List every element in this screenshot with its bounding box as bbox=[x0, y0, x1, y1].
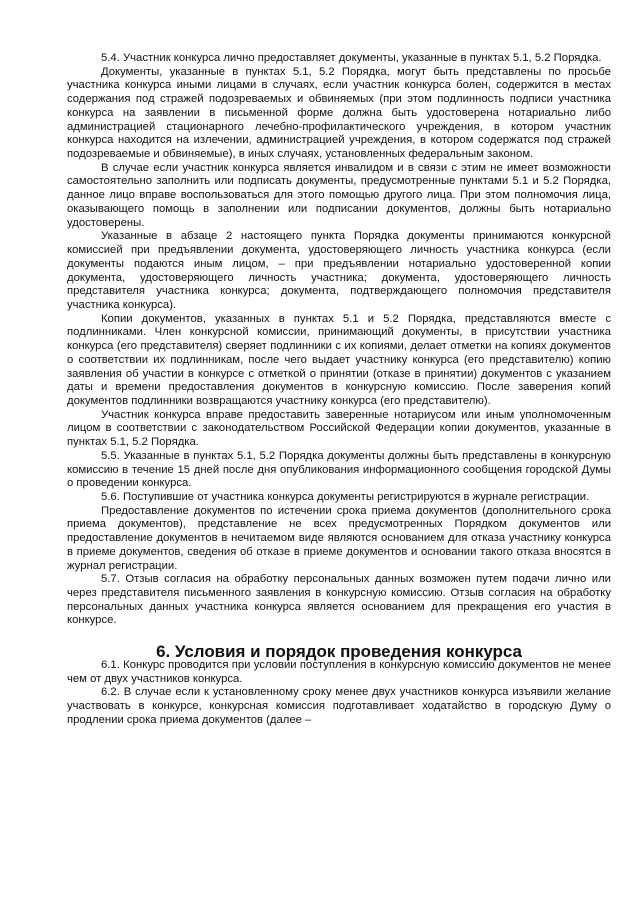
paragraph-6-2: 6.2. В случае если к установленному сроку менее двух участников конкурса изъявили желание участвовать в конкурсе, конкурсная комиссия подготавливает ходатайство в городскую Думу о продлении срока приема документов (далее – bbox=[67, 686, 611, 726]
paragraph-document-copies: Копии документов, указанных в пунктах 5.1 и 5.2 Порядка, представляются вместе с подлинниками. Член конкурсной комиссии, принимающий документы, в присутствии участника конкурса (его представителя) сверяет подлинники с их копиями, делает отметки на копиях документов о соответствии их подлинникам, после чего выдает участнику конкурса (его представителю) копию заявления об участии в конкурсе с отметкой о принятии (отказе в принятии) документов с указанием даты и времени предоставления документов в конкурсную комиссию. После заверения копий документов подлинники возвращаются участнику конкурса (его представителю). bbox=[67, 312, 611, 407]
paragraph-5-5: 5.5. Указанные в пунктах 5.1, 5.2 Порядка документы должны быть представлены в конкурсную комиссию в течение 15 дней после дня опубликования информационного сообщения городской Думы о проведении конкурса. bbox=[67, 449, 611, 490]
document-page bbox=[67, 52, 611, 728]
paragraph-5-7: 5.7. Отзыв согласия на обработку персональных данных возможен путем подачи лично или через представителя письменного заявления в конкурсную комиссию. Отзыв согласия на обработку персональных данных участника конкурса является основанием для прекращения его участия в конкурсе. bbox=[67, 573, 611, 627]
section-heading: 6. Условия и порядок проведения конкурса bbox=[156, 642, 522, 662]
paragraph-5-6: 5.6. Поступившие от участника конкурса документы регистрируются в журнале регистрации. bbox=[101, 491, 590, 503]
paragraph-notarized-copies: Участник конкурса вправе предоставить заверенные нотариусом или иным уполномоченным лицом в соответствии с законодательством Российской Федерации копии документов, указанные в пунктах 5.1, 5.2 Порядка. bbox=[67, 408, 611, 449]
paragraph-representatives: Документы, указанные в пунктах 5.1, 5.2 Порядка, могут быть представлены по просьбе участника конкурса иными лицами в случаях, если участник конкурса болен, содержится в местах содержания под стражей подозреваемых и обвиняемых (при этом подлинность подписи участника конкурса на заявлении в письменной форме должна быть удостоверена нотариально либо администрацией стационарного лечебно-профилактического учреждения, в котором участник конкурса находится на излечении, администрацией учреждения, в котором содержатся под стражей подозреваемые и обвиняемые), в иных случаях, установленных федеральным законом. bbox=[67, 65, 611, 161]
paragraph-identity-documents: Указанные в абзаце 2 настоящего пункта Порядка документы принимаются конкурсной комиссией при предъявлении документа, удостоверяющего личность участника конкурса (если документы подаются иным лицом, – при предъявлении нотариально удостоверенной копии документа, удостоверяющего личность участника; документа, удостоверяющего личность представителя участника конкурса; документа, подтверждающего полномочия представителя участника конкурса). bbox=[67, 230, 611, 311]
paragraph-disabled-participant: В случае если участник конкурса является инвалидом и в связи с этим не имеет возможности самостоятельно заполнить или подписать документы, предусмотренные пунктами 5.1 и 5.2 Порядка, данное лицо вправе воспользоваться для этого помощью другого лица. При этом полномочия лица, оказывающего помощь в заполнении или подписании документов, должны быть нотариально удостоверены. bbox=[67, 161, 611, 229]
paragraph-refusal-grounds: Предоставление документов по истечении срока приема документов (дополнительного срока приема документов), представление не всех предусмотренных Порядком документов или предоставление документов в нечитаемом виде являются основанием для отказа участнику конкурса в приеме документов, сведения об отказе в приеме документов и основании такого отказа вносятся в журнал регистрации. bbox=[67, 504, 611, 572]
paragraph-5-4: 5.4. Участник конкурса лично предоставляет документы, указанные в пунктах 5.1, 5.2 Порядка. bbox=[101, 52, 602, 64]
paragraph-6-1: 6.1. Конкурс проводится при условии поступления в конкурсную комиссию документов не менее чем от двух участников конкурса. bbox=[67, 658, 611, 685]
